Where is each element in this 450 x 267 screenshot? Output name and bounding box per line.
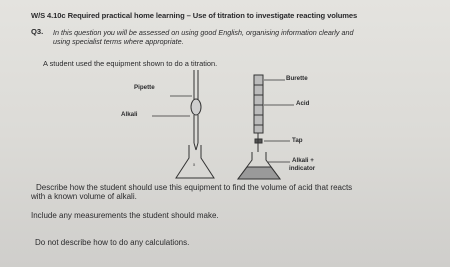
worksheet-header: W/S 4.10c Required practical home learning – Use of titration to investigate reacting volumes <box>31 11 358 20</box>
label-alkali: Alkali <box>121 111 138 118</box>
label-tap: Tap <box>292 137 303 144</box>
label-alkali-indicator-line1: Alkali + <box>292 157 314 164</box>
question-intro-line1: In this question you will be assessed on using good English, organising information clearly and <box>53 28 354 37</box>
label-burette: Burette <box>286 75 308 82</box>
question-intro-line2: using specialist terms where appropriate. <box>53 37 184 46</box>
label-acid: Acid <box>296 100 310 107</box>
instruction-describe-line2: with a known volume of alkali. <box>31 192 137 201</box>
right-flask-drawing <box>238 152 280 179</box>
burette-drawing <box>254 75 263 152</box>
question-number: Q3. <box>31 27 44 36</box>
label-alkali-indicator-line2: indicator <box>289 165 316 172</box>
instruction-include: Include any measurements the student should make. <box>31 211 219 220</box>
pipette-drawing <box>191 70 201 150</box>
label-pipette: Pipette <box>134 84 155 91</box>
question-lead: A student used the equipment shown to do a titration. <box>43 59 218 68</box>
flask-mark: δ <box>193 162 196 167</box>
instruction-describe-line1: Describe how the student should use this equipment to find the volume of acid that reacts <box>36 183 353 192</box>
instruction-do-not: Do not describe how to do any calculations. <box>35 238 190 247</box>
